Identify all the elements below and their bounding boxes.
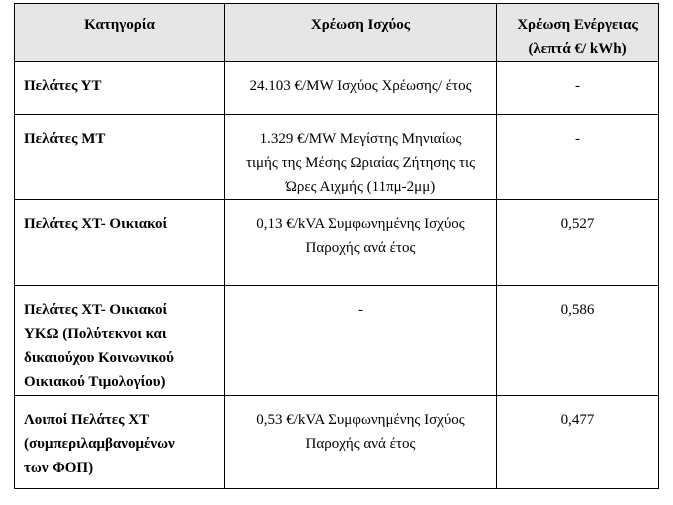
category-cell	[15, 115, 225, 200]
table-row	[15, 396, 659, 489]
table-row	[15, 115, 659, 200]
category-text: ΥΚΩ (Πολύτεκνοι και	[24, 326, 167, 342]
power-charge-cell	[225, 115, 497, 200]
header-energy-charge-unit: (λεπτά €/ kWh)	[528, 41, 627, 57]
energy-charge-text: 0,477	[560, 412, 595, 428]
table-row	[15, 286, 659, 396]
category-text: Πελάτες ΥΤ	[24, 78, 102, 94]
energy-charge-text: 0,586	[560, 302, 595, 318]
power-charge-text: τιμής της Μέσης Ωριαίας Ζήτησης τις	[245, 155, 476, 171]
energy-charge-text: 0,527	[560, 216, 595, 232]
header-energy-charge	[497, 4, 659, 62]
table-row	[15, 200, 659, 286]
category-text: Πελάτες ΜΤ	[24, 131, 106, 147]
energy-charge-cell	[497, 396, 659, 489]
category-cell	[15, 286, 225, 396]
power-charge-cell	[225, 286, 497, 396]
header-energy-charge-label: Χρέωση Ενέργειας	[517, 17, 638, 33]
category-text: των ΦΟΠ)	[24, 460, 94, 476]
energy-charge-cell	[497, 286, 659, 396]
energy-charge-cell	[497, 115, 659, 200]
power-charge-text: Παροχής ανά έτος	[305, 240, 416, 256]
energy-charge-cell	[497, 200, 659, 286]
category-text: Οικιακού Τιμολογίου)	[24, 374, 166, 390]
table-header-row	[15, 4, 659, 62]
power-charge-text: 0,53 €/kVA Συμφωνημένης Ισχύος	[256, 412, 465, 428]
table-row	[15, 62, 659, 115]
category-cell	[15, 200, 225, 286]
power-charge-text: -	[358, 302, 363, 318]
category-text: (συμπεριλαμβανομένων	[24, 436, 175, 452]
category-text: δικαιούχου Κοινωνικού	[24, 350, 174, 366]
energy-charge-cell	[497, 62, 659, 115]
power-charge-cell	[225, 396, 497, 489]
header-power-charge-label: Χρέωση Ισχύος	[310, 17, 411, 33]
power-charge-text: 0,13 €/kVA Συμφωνημένης Ισχύος	[256, 216, 465, 232]
power-charge-text: Ώρες Αιχμής (11πμ-2μμ)	[285, 179, 436, 195]
energy-charge-text: -	[575, 131, 580, 147]
power-charge-cell	[225, 200, 497, 286]
header-power-charge	[225, 4, 497, 62]
tariff-table	[14, 3, 659, 489]
category-text: Πελάτες ΧΤ- Οικιακοί	[24, 216, 168, 232]
energy-charge-text: -	[575, 78, 580, 94]
power-charge-text: Παροχής ανά έτος	[305, 436, 416, 452]
header-category	[15, 4, 225, 62]
header-category-label: Κατηγορία	[84, 17, 155, 33]
category-text: Πελάτες ΧΤ- Οικιακοί	[24, 302, 168, 318]
category-cell	[15, 396, 225, 489]
category-cell	[15, 62, 225, 115]
power-charge-text: 1.329 €/MW Μεγίστης Μηνιαίως	[259, 131, 462, 147]
power-charge-text: 24.103 €/MW Ισχύος Χρέωσης/ έτος	[249, 78, 472, 94]
category-text: Λοιποί Πελάτες ΧΤ	[24, 412, 150, 428]
power-charge-cell	[225, 62, 497, 115]
